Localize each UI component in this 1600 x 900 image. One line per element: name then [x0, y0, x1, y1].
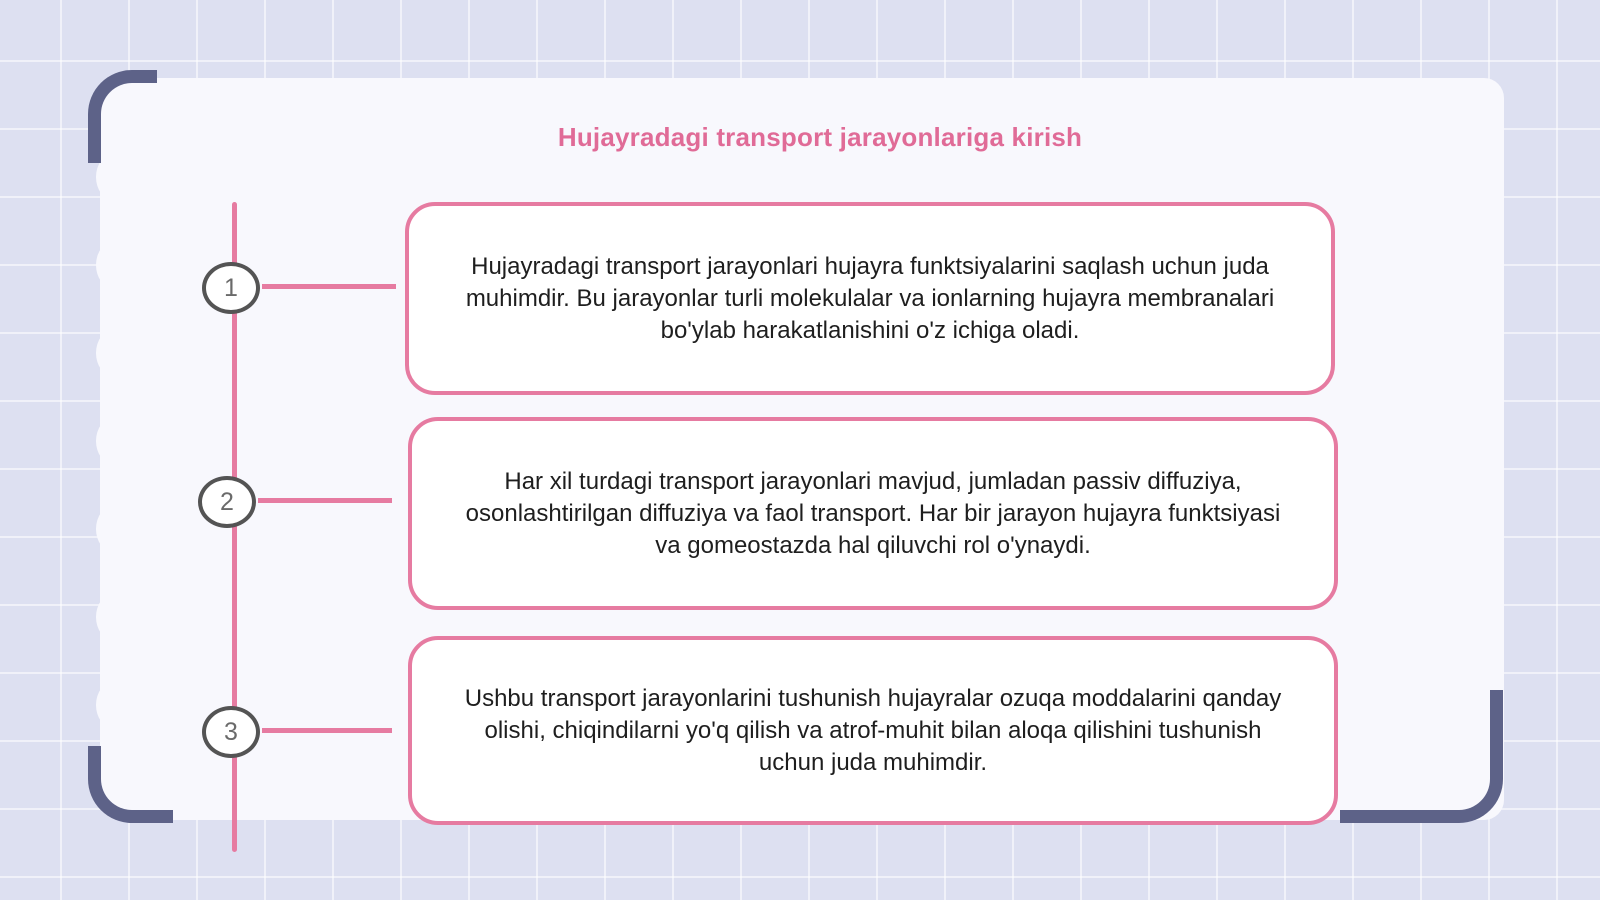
timeline-card-text: Hujayradagi transport jarayonlari hujayra funktsiyalarini saqlash uchun juda muhimdir. Bu jarayonlar turli molekulalar va ionlarning hujayra membranalari bo'ylab harakatlanishini o'z ichiga oladi. [465, 252, 1275, 344]
marker-number: 3 [224, 717, 238, 746]
notebook-hole [96, 506, 130, 552]
timeline-marker-1 [202, 262, 260, 314]
timeline-marker-2 [198, 476, 256, 528]
marker-number: 2 [220, 487, 234, 516]
frame-corner-bottom-left [88, 746, 173, 823]
notebook-hole [96, 330, 130, 376]
timeline-marker-3 [202, 706, 260, 758]
timeline-connector [262, 728, 392, 733]
timeline-card-text: Ushbu transport jarayonlarini tushunish hujayralar ozuqa moddalarini qanday olishi, chiqindilarni yo'q qilish va atrof-muhit bilan aloqa qilishini tushunish uchun juda muhimdir. [464, 684, 1282, 776]
timeline-connector [262, 284, 396, 289]
notebook-hole [96, 418, 130, 464]
frame-corner-bottom-right [1340, 690, 1503, 823]
slide-title: Hujayradagi transport jarayonlariga kirish [557, 122, 1083, 152]
timeline-card-1 [405, 202, 1335, 395]
marker-number: 1 [224, 273, 238, 302]
notebook-hole [96, 242, 130, 288]
timeline-card-2 [408, 417, 1338, 610]
timeline-connector [258, 498, 392, 503]
timeline-card-text: Har xil turdagi transport jarayonlari mavjud, jumladan passiv diffuziya, osonlashtirilgan diffuziya va faol transport. Har bir jarayon hujayra funktsiyasi va gomeostazda hal qiluvchi rol o'ynaydi. [465, 467, 1281, 559]
notebook-hole [96, 682, 130, 728]
notebook-hole [96, 594, 130, 640]
timeline-card-3 [408, 636, 1338, 825]
